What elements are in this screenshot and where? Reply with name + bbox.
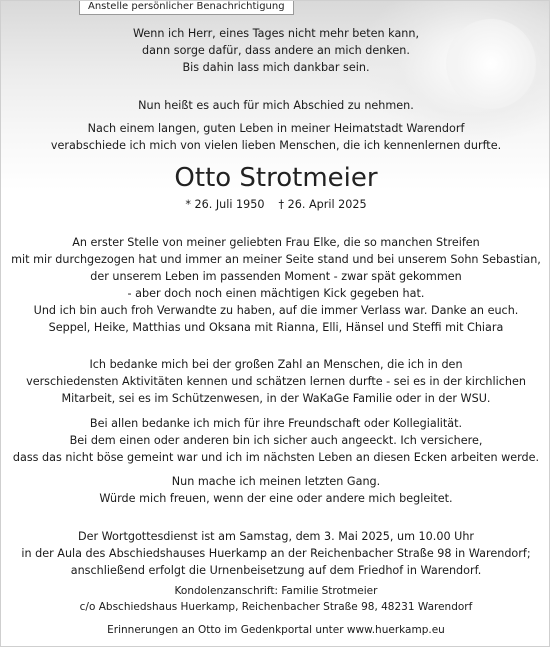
intro-line: Nun heißt es auch für mich Abschied zu nehmen. bbox=[138, 99, 414, 112]
family-line: Und ich bin auch froh Verwandte zu haben, auf die immer Verlass war. Danke an euch. bbox=[33, 304, 519, 317]
friendship-line: Bei dem einen oder anderen bin ich sicher auch angeeckt. Ich versichere, bbox=[69, 434, 483, 447]
family-line: - aber doch noch einen mächtigen Kick gegeben hat. bbox=[127, 287, 425, 300]
last-walk-block bbox=[1, 473, 550, 507]
verse-line: Wenn ich Herr, eines Tages nicht mehr beten kann, bbox=[132, 27, 420, 40]
friendship-line: Bei allen bedanke ich mich für ihre Freundschaft oder Kollegialität. bbox=[89, 417, 463, 430]
condolence-line: Kondolenzanschrift: Familie Strotmeier bbox=[174, 585, 378, 597]
condolence-block bbox=[1, 583, 550, 615]
last-walk-line: Würde mich freuen, wenn der eine oder andere mich begleitet. bbox=[99, 492, 453, 505]
death-date: † 26. April 2025 bbox=[278, 198, 367, 211]
thanks-line: Mitarbeit, sei es im Schützenwesen, in der WaKaGe Familie oder in der WSU. bbox=[61, 392, 491, 405]
family-line: der unserem Leben im passenden Moment - zwar spät gekommen bbox=[90, 270, 462, 283]
thanks-line: Ich bedanke mich bei der großen Zahl an Menschen, die ich in den bbox=[89, 358, 463, 371]
friendship-line: dass das nicht böse gemeint war und ich im nächsten Leben an diesen Ecken arbeiten werde. bbox=[12, 451, 540, 464]
birth-date: * 26. Juli 1950 bbox=[185, 198, 265, 211]
family-line: mit mir durchgezogen hat und immer an meiner Seite stand und bei unserem Sohn Sebastian, bbox=[11, 253, 541, 266]
service-line: Der Wortgottesdienst ist am Samstag, dem 3. Mai 2025, um 10.00 Uhr bbox=[77, 530, 475, 543]
memorial-line: Erinnerungen an Otto im Gedenkportal unter www.huerkamp.eu bbox=[107, 624, 445, 636]
intro-block bbox=[1, 97, 550, 154]
intro-line: Nach einem langen, guten Leben in meiner Heimatstadt Warendorf bbox=[87, 122, 465, 135]
service-block bbox=[1, 528, 550, 579]
thanks-line: verschiedensten Aktivitäten kennen und schätzen lernen durfte - sei es in der kirchlichen bbox=[26, 375, 526, 388]
service-line: anschließend erfolgt die Urnenbeisetzung auf dem Friedhof in Warendorf. bbox=[70, 564, 482, 577]
service-line: in der Aula des Abschiedshauses Huerkamp an der Reichenbacher Straße 98 in Warendorf; bbox=[21, 547, 531, 560]
intro-line: verabschiede ich mich von vielen lieben Menschen, die ich kennenlernen durfte. bbox=[50, 139, 502, 152]
notice-label: Anstelle persönlicher Benachrichtigung bbox=[79, 0, 294, 15]
verse-line: Bis dahin lass mich dankbar sein. bbox=[182, 61, 370, 74]
family-block bbox=[1, 234, 550, 336]
thanks-block bbox=[1, 356, 550, 407]
memorial-portal-note bbox=[1, 622, 550, 638]
last-walk-line: Nun mache ich meinen letzten Gang. bbox=[171, 475, 381, 488]
family-line: Seppel, Heike, Matthias und Oksana mit Rianna, Elli, Hänsel und Steffi mit Chiara bbox=[48, 321, 504, 334]
verse-line: dann sorge dafür, dass andere an mich denken. bbox=[142, 44, 410, 57]
life-dates bbox=[1, 197, 550, 213]
verse-block bbox=[1, 25, 550, 76]
condolence-line: c/o Abschiedshaus Huerkamp, Reichenbacher Straße 98, 48231 Warendorf bbox=[79, 601, 473, 613]
friendship-block bbox=[1, 415, 550, 466]
family-line: An erster Stelle von meiner geliebten Frau Elke, die so manchen Streifen bbox=[72, 236, 480, 249]
deceased-name: Otto Strotmeier bbox=[174, 163, 378, 193]
